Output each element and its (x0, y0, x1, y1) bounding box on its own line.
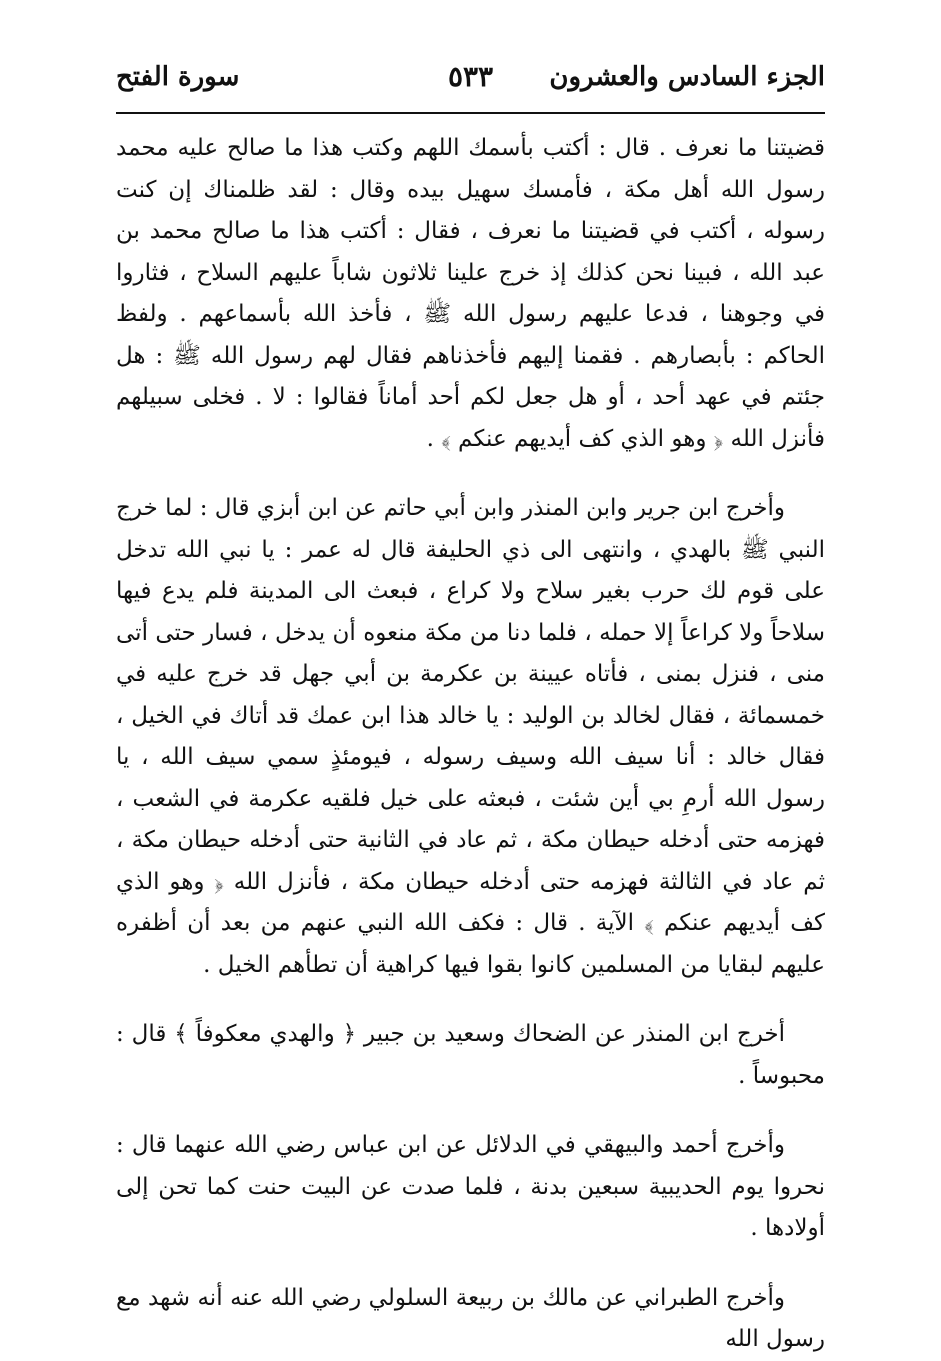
page-header (116, 48, 825, 112)
header-rule (116, 112, 825, 114)
paragraph-hadith-continuation: قضيتنا ما نعرف . قال : أكتب بأسمك اللهم وكتب هذا ما صالح عليه محمد رسول الله أهل مكة ، فأمسك سهيل بيده وقال : لقد ظلمناك إن كنت رسوله ، أكتب في قضيتنا ما نعرف ، فقال : أكتب هذا ما صالح محمد بن عبد الله ، فبينا نحن كذلك إذ خرج علينا ثلاثون شاباً عليهم السلاح ، فثاروا في وجوهنا ، فدعا عليهم رسول الله ﷺ ، فأخذ الله بأسماعهم . ولفظ الحاكم : بأبصارهم . فقمنا إليهم فأخذناهم فقال لهم رسول الله ﷺ : هل جئتم في عهد أحد ، أو هل جعل لكم أحد أماناً فقالوا : لا . فخلى سبيلهم فأنزل الله ﴿ وهو الذي كف أيديهم عنكم ﴾ . (116, 135, 825, 452)
paragraph-ahmad-bayhaqi: وأخرج أحمد والبيهقي في الدلائل عن ابن عباس رضي الله عنهما قال : نحروا يوم الحديبية سبعين بدنة ، فلما صدت عن البيت حنت كما تحن إلى أولادها . (116, 1132, 825, 1241)
page-number: ٥٣٣ (447, 60, 494, 93)
paragraph-al-hady-makufan: أخرج ابن المنذر عن الضحاك وسعيد بن جبير ﴿ والهدي معكوفاً ﴾ قال : محبوساً . (116, 1021, 825, 1089)
page-body (116, 128, 825, 1361)
paragraph-tabarani: وأخرج الطبراني عن مالك بن ربيعة السلولي رضي الله عنه أنه شهد مع رسول الله (116, 1284, 825, 1352)
paragraph-ibn-abza-narration: وأخرج ابن جرير وابن المنذر وابن أبي حاتم عن ابن أبزي قال : لما خرج النبي ﷺ بالهدي ، وانتهى الى ذي الحليفة قال له عمر : يا نبي الله تدخل على قوم لك حرب بغير سلاح ولا كراع ، فبعث الى المدينة فلم يدع فيها سلاحاً ولا كراعاً إلا حمله ، فلما دنا من مكة منعوه أن يدخل ، فسار حتى أتى منى ، فنزل بمنى ، فأتاه عيينة بن عكرمة بن أبي جهل قد خرج عليه في خمسمائة ، فقال لخالد بن الوليد : يا خالد هذا ابن عمك قد أتاك في الخيل ، فقال خالد : أنا سيف الله وسيف رسوله ، فيومئذٍ سمي سيف الله ، يا رسول الله أرمِ بي أين شئت ، فبعثه على خيل فلقيه عكرمة في الشعب ، فهزمه حتى أدخله حيطان مكة ، ثم عاد في الثانية حتى أدخله حيطان مكة ، ثم عاد في الثالثة فهزمه حتى أدخله حيطان مكة ، فأنزل الله ﴿ وهو الذي كف أيديهم عنكم ﴾ الآية . قال : فكف الله النبي عنهم من بعد أن أظفره عليهم لبقايا من المسلمين كانوا بقوا فيها كراهية أن تطأهم الخيل . (116, 495, 825, 978)
part-title: الجزء السادس والعشرون (549, 62, 825, 92)
surah-title: سورة الفتح (116, 62, 240, 92)
